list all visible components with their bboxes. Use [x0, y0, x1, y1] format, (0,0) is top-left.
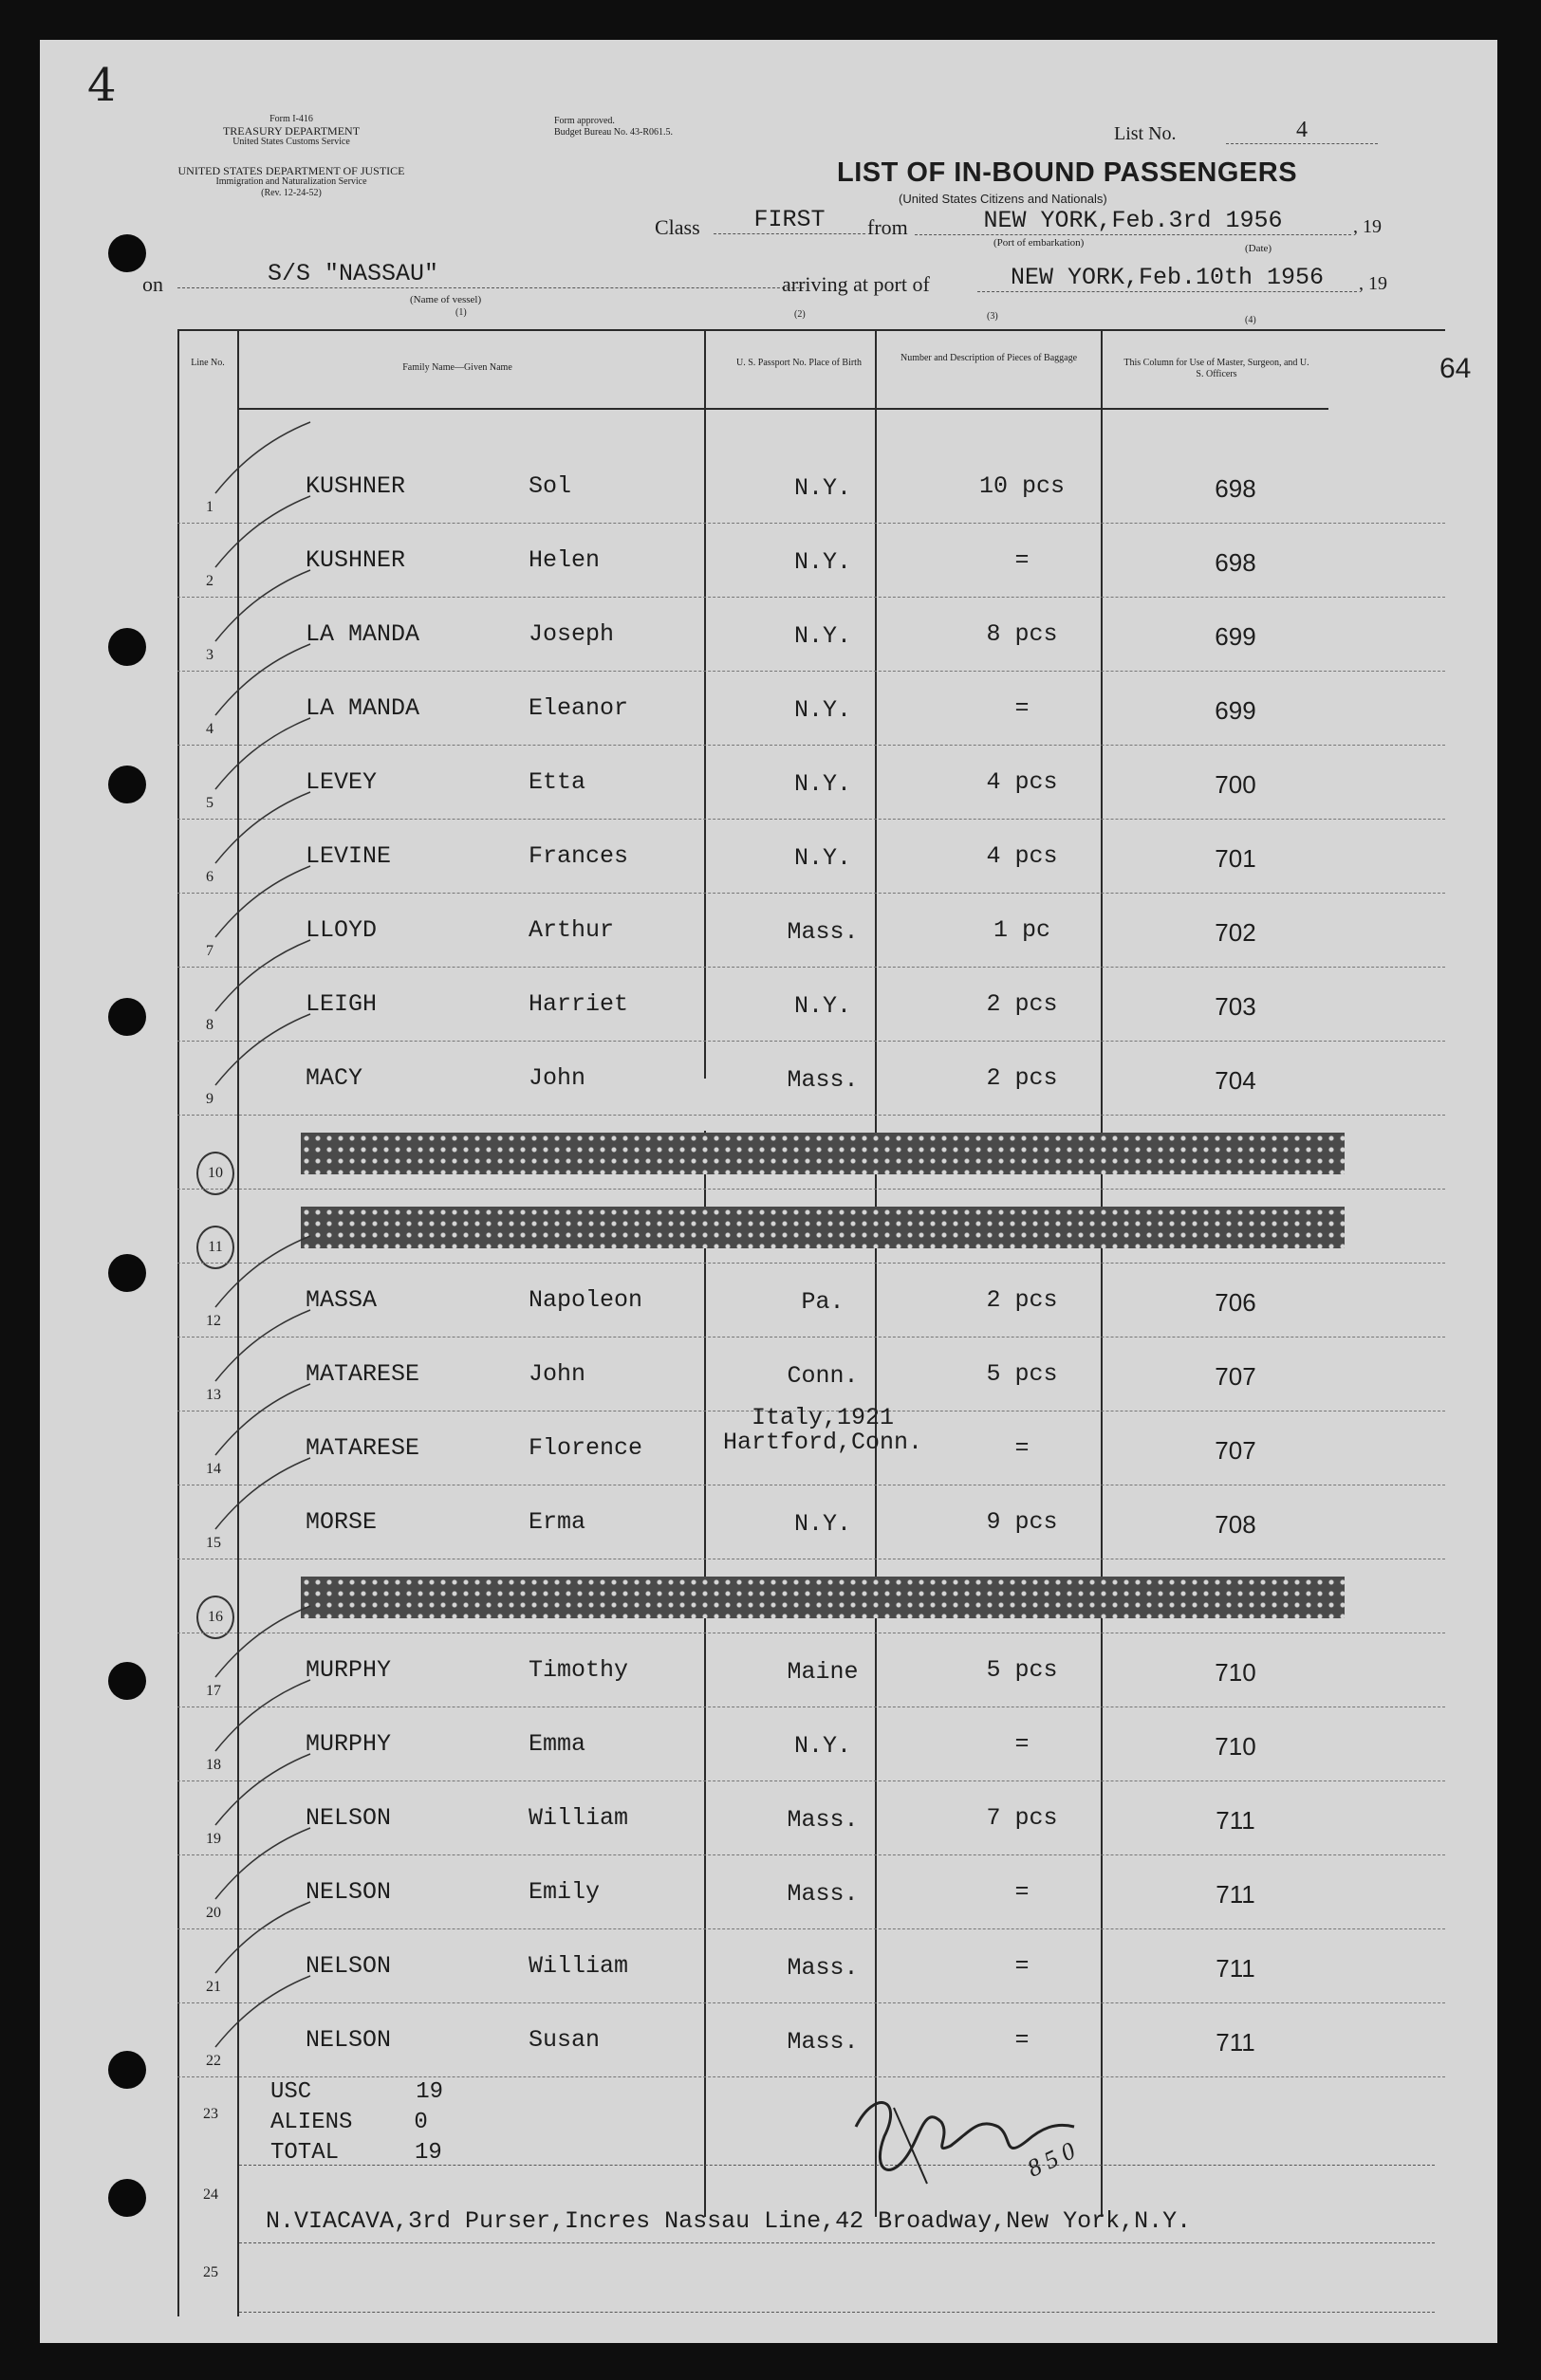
line-number: 15 — [206, 1535, 221, 1551]
usc-label: USC — [270, 2079, 312, 2105]
place-of-birth: Mass. — [787, 1806, 859, 1834]
family-name: NELSON — [306, 1952, 392, 1980]
officer-number: 710 — [1215, 1658, 1256, 1687]
table-row — [177, 1937, 1445, 2011]
officer-number: 699 — [1215, 622, 1256, 651]
line-number: 2 — [206, 573, 214, 589]
manifest-sheet — [40, 40, 1497, 2343]
line-number: 5 — [206, 795, 214, 811]
officer-number: 711 — [1216, 2028, 1255, 2057]
baggage-count: 4 pcs — [986, 842, 1058, 870]
officer-number: 703 — [1215, 992, 1256, 1021]
baggage-count: = — [1014, 2026, 1030, 2054]
place-of-birth: N.Y. — [793, 1510, 851, 1538]
given-name: William — [529, 1804, 629, 1832]
row-rule — [177, 1263, 1445, 1264]
col-num-2: (2) — [794, 309, 806, 320]
table-row — [177, 1715, 1445, 1789]
officer-number: 707 — [1215, 1362, 1256, 1391]
baggage-count: 2 pcs — [986, 1064, 1058, 1092]
given-name: Florence — [529, 1434, 643, 1462]
family-name: MURPHY — [306, 1730, 392, 1758]
line-number: 9 — [206, 1091, 214, 1107]
row-rule — [177, 1337, 1445, 1338]
baggage-count: 8 pcs — [986, 620, 1058, 648]
usc-value: 19 — [416, 2079, 444, 2105]
year-suffix: , 19 — [1353, 216, 1382, 237]
baggage-count: 4 pcs — [986, 768, 1058, 796]
table-row — [177, 457, 1445, 531]
line-number: 10 — [196, 1152, 234, 1195]
page-number: 64 — [1439, 353, 1472, 384]
line-number: 3 — [206, 647, 214, 663]
line-number: 14 — [206, 1461, 221, 1477]
baggage-count: = — [1014, 1952, 1030, 1980]
form-subtitle: (United States Citizens and Nationals) — [899, 192, 1107, 206]
justice-dept: UNITED STATES DEPARTMENT OF JUSTICE — [177, 164, 405, 177]
table-row — [177, 1493, 1445, 1567]
struck-out-entry — [301, 1577, 1345, 1618]
table-row — [177, 1789, 1445, 1863]
table-row — [177, 1863, 1445, 1937]
table-top-rule — [177, 329, 1445, 331]
given-name: Frances — [529, 842, 629, 870]
check-mark-icon — [206, 1231, 339, 1317]
place-of-birth: Mass. — [787, 1880, 859, 1908]
row-rule — [239, 2312, 1435, 2313]
line-number: 16 — [196, 1596, 234, 1639]
binder-hole — [108, 1254, 146, 1292]
line-number: 18 — [206, 1757, 221, 1773]
check-mark-icon — [206, 713, 339, 799]
check-mark-icon — [206, 861, 339, 947]
line-number: 22 — [206, 2053, 221, 2069]
form-number: Form I-416 — [269, 114, 313, 124]
year-suffix: , 19 — [1359, 273, 1387, 294]
treasury-dept: TREASURY DEPARTMENT — [222, 124, 361, 138]
line-number: 20 — [206, 1905, 221, 1921]
officer-number: 701 — [1215, 844, 1256, 873]
place-of-birth: N.Y. — [793, 696, 851, 724]
binder-hole — [108, 766, 146, 803]
family-name: MORSE — [306, 1508, 378, 1536]
check-mark-icon — [206, 565, 339, 651]
row-rule — [177, 2002, 1445, 2003]
family-name: LEIGH — [306, 990, 378, 1018]
col-header-officers: This Column for Use of Master, Surgeon, and U. S. Officers — [1123, 358, 1309, 379]
officer-number: 711 — [1216, 1954, 1255, 1983]
totals-block — [270, 2077, 443, 2168]
line-number: 8 — [206, 1017, 214, 1033]
row-rule — [177, 893, 1445, 894]
row-rule — [177, 1115, 1445, 1116]
table-row — [177, 1049, 1445, 1123]
check-mark-icon — [206, 491, 339, 577]
check-mark-icon — [206, 1379, 339, 1465]
given-name: William — [529, 1952, 629, 1980]
given-name: Etta — [529, 768, 586, 796]
place-of-birth: Mass. — [787, 918, 859, 946]
family-name: NELSON — [306, 1804, 392, 1832]
officer-number: 704 — [1215, 1066, 1256, 1095]
port-embark-caption: (Port of embarkation) — [993, 237, 1085, 249]
purser-line: N.VIACAVA,3rd Purser,Incres Nassau Line,42 Broadway,New York,N.Y. — [266, 2207, 1192, 2235]
table-row — [177, 2011, 1445, 2085]
row-rule — [177, 1189, 1445, 1190]
arrival-port-date: NEW YORK,Feb.10th 1956 — [977, 264, 1357, 292]
arriving-label: arriving at port of — [782, 272, 930, 296]
line-number: 19 — [206, 1831, 221, 1847]
form-title: LIST OF IN-BOUND PASSENGERS — [837, 157, 1298, 188]
table-row — [177, 1641, 1445, 1715]
struck-out-entry — [301, 1207, 1345, 1248]
check-mark-icon — [206, 1971, 339, 2057]
given-name: Erma — [529, 1508, 586, 1536]
col-num-3: (3) — [987, 311, 998, 322]
binder-hole — [108, 1662, 146, 1700]
given-name: Harriet — [529, 990, 629, 1018]
aliens-label: ALIENS — [270, 2110, 353, 2135]
place-of-birth: Italy,1921 Hartford,Conn. — [722, 1404, 923, 1456]
family-name: NELSON — [306, 2026, 392, 2054]
check-mark-icon — [206, 1009, 339, 1095]
family-name: MATARESE — [306, 1434, 420, 1462]
date-caption: (Date) — [1245, 243, 1272, 254]
signature-note: 8 5 0 — [1023, 2136, 1080, 2183]
list-number: 4 — [1226, 118, 1378, 144]
row-rule — [177, 597, 1445, 598]
line-number: 25 — [203, 2264, 218, 2280]
binder-hole — [108, 2179, 146, 2217]
line-number: 17 — [206, 1683, 221, 1699]
place-of-birth: N.Y. — [793, 992, 851, 1020]
line-number: 13 — [206, 1387, 221, 1403]
check-mark-icon — [206, 1675, 339, 1761]
table-row — [177, 1567, 1445, 1641]
line-number: 24 — [203, 2186, 218, 2203]
table-row — [177, 1404, 1445, 1493]
binder-hole — [108, 998, 146, 1036]
col-header-line: Line No. — [191, 358, 225, 368]
aliens-value: 0 — [414, 2110, 428, 2135]
check-mark-icon — [206, 1601, 339, 1687]
officer-number: 706 — [1215, 1288, 1256, 1317]
family-name: LLOYD — [306, 916, 378, 944]
given-name: Susan — [529, 2026, 601, 2054]
family-name: LEVINE — [306, 842, 392, 870]
baggage-count: 7 pcs — [986, 1804, 1058, 1832]
row-rule — [177, 1780, 1445, 1781]
place-of-birth: Maine — [787, 1658, 859, 1686]
baggage-count: 1 pc — [993, 916, 1050, 944]
budget-bureau: Budget Bureau No. 43-R061.5. — [554, 127, 673, 138]
col-header-baggage: Number and Description of Pieces of Baggage — [900, 353, 1078, 363]
officer-number: 698 — [1215, 548, 1256, 577]
check-mark-icon — [206, 639, 339, 725]
given-name: Napoleon — [529, 1286, 643, 1314]
check-mark-icon — [206, 935, 339, 1021]
family-name: MACY — [306, 1064, 363, 1092]
place-of-birth: Mass. — [787, 2028, 859, 2056]
line-number: 7 — [206, 943, 214, 959]
table-row — [177, 1197, 1445, 1271]
class-label: Class — [655, 215, 700, 239]
officer-number: 711 — [1216, 1880, 1255, 1909]
check-mark-icon — [206, 1453, 339, 1539]
row-rule — [177, 819, 1445, 820]
baggage-count: 9 pcs — [986, 1508, 1058, 1536]
officer-number: 702 — [1215, 918, 1256, 947]
binder-hole — [108, 2051, 146, 2089]
place-of-birth: N.Y. — [793, 770, 851, 798]
family-name: NELSON — [306, 1878, 392, 1906]
customs-service: United States Customs Service — [232, 137, 350, 147]
baggage-count: = — [1014, 694, 1030, 722]
table-row — [177, 753, 1445, 827]
col-header-name: Family Name—Given Name — [402, 362, 512, 373]
ins-service: Immigration and Naturalization Service — [215, 176, 367, 187]
family-name: MURPHY — [306, 1656, 392, 1684]
revision: (Rev. 12-24-52) — [261, 188, 322, 198]
place-of-birth: Mass. — [787, 1066, 859, 1094]
col-num-1: (1) — [455, 307, 467, 318]
table-row — [177, 605, 1445, 679]
check-mark-icon — [206, 1897, 339, 1983]
officer-number: 707 — [1215, 1436, 1256, 1465]
table-row — [177, 1271, 1445, 1345]
family-name: LEVEY — [306, 768, 378, 796]
place-of-birth: N.Y. — [793, 1732, 851, 1760]
row-rule — [239, 2242, 1435, 2243]
given-name: Emily — [529, 1878, 601, 1906]
row-rule — [177, 1928, 1445, 1929]
line-number: 21 — [206, 1979, 221, 1995]
given-name: John — [529, 1360, 586, 1388]
binder-hole — [108, 234, 146, 272]
given-name: Sol — [529, 472, 572, 500]
officer-number: 711 — [1216, 1806, 1255, 1835]
given-name: Arthur — [529, 916, 615, 944]
line-number: 11 — [196, 1226, 234, 1269]
row-rule — [177, 1041, 1445, 1042]
row-rule — [177, 1854, 1445, 1855]
line-number: 23 — [203, 2106, 218, 2122]
check-mark-icon — [206, 417, 339, 503]
officer-number: 710 — [1215, 1732, 1256, 1761]
given-name: Eleanor — [529, 694, 629, 722]
family-name: LA MANDA — [306, 694, 420, 722]
place-of-birth: N.Y. — [793, 622, 851, 650]
total-label: TOTAL — [270, 2140, 340, 2166]
given-name: John — [529, 1064, 586, 1092]
line-number: 4 — [206, 721, 214, 737]
table-row — [177, 531, 1445, 605]
margin-mark: 4 — [87, 59, 117, 112]
baggage-count: = — [1014, 1730, 1030, 1758]
baggage-count: 5 pcs — [986, 1656, 1058, 1684]
baggage-count: 2 pcs — [986, 990, 1058, 1018]
given-name: Emma — [529, 1730, 586, 1758]
baggage-count: = — [1014, 546, 1030, 574]
check-mark-icon — [206, 1749, 339, 1835]
table-row — [177, 679, 1445, 753]
given-name: Helen — [529, 546, 601, 574]
officer-number: 700 — [1215, 770, 1256, 799]
on-label: on — [142, 272, 163, 296]
header-bottom-rule — [237, 408, 1328, 410]
vessel-caption: (Name of vessel) — [410, 294, 482, 305]
family-name: MATARESE — [306, 1360, 420, 1388]
baggage-count: 10 pcs — [978, 472, 1065, 500]
officer-number: 708 — [1215, 1510, 1256, 1539]
table-row — [177, 827, 1445, 901]
family-name: KUSHNER — [306, 546, 406, 574]
family-name: LA MANDA — [306, 620, 420, 648]
list-no-label: List No. — [1114, 123, 1177, 144]
total-value: 19 — [415, 2140, 442, 2166]
row-rule — [177, 671, 1445, 672]
row-rule — [177, 967, 1445, 968]
place-of-birth: N.Y. — [793, 474, 851, 502]
baggage-count: 2 pcs — [986, 1286, 1058, 1314]
given-name: Timothy — [529, 1656, 629, 1684]
table-row — [177, 975, 1445, 1049]
line-number: 1 — [206, 499, 214, 515]
check-mark-icon — [206, 787, 339, 873]
row-rule — [177, 523, 1445, 524]
place-of-birth: Pa. — [801, 1288, 845, 1316]
vessel-name: S/S "NASSAU" — [177, 260, 804, 288]
place-of-birth: N.Y. — [793, 844, 851, 872]
officer-signature — [837, 2070, 1122, 2212]
baggage-count: = — [1014, 1434, 1030, 1462]
line-number: 12 — [206, 1313, 221, 1329]
baggage-count: 5 pcs — [986, 1360, 1058, 1388]
baggage-count: = — [1014, 1878, 1030, 1906]
family-name: KUSHNER — [306, 472, 406, 500]
binder-hole — [108, 628, 146, 666]
check-mark-icon — [206, 1823, 339, 1909]
row-rule — [177, 745, 1445, 746]
table-row — [177, 1123, 1445, 1197]
from-label: from — [867, 215, 908, 239]
family-name: MASSA — [306, 1286, 378, 1314]
given-name: Joseph — [529, 620, 615, 648]
form-approved: Form approved. — [554, 116, 615, 126]
officer-number: 698 — [1215, 474, 1256, 503]
embark-port-date: NEW YORK,Feb.3rd 1956 — [915, 207, 1351, 235]
place-of-birth: Conn. — [787, 1362, 859, 1390]
officer-number: 699 — [1215, 696, 1256, 725]
place-of-birth: Mass. — [787, 1954, 859, 1982]
line-number: 6 — [206, 869, 214, 885]
struck-out-entry — [301, 1133, 1345, 1174]
check-mark-icon — [206, 1305, 339, 1391]
col-header-passport: U. S. Passport No. Place of Birth — [736, 358, 862, 368]
col-num-4: (4) — [1245, 315, 1256, 325]
table-row — [177, 901, 1445, 975]
class-value: FIRST — [714, 206, 865, 234]
place-of-birth: N.Y. — [793, 548, 851, 576]
